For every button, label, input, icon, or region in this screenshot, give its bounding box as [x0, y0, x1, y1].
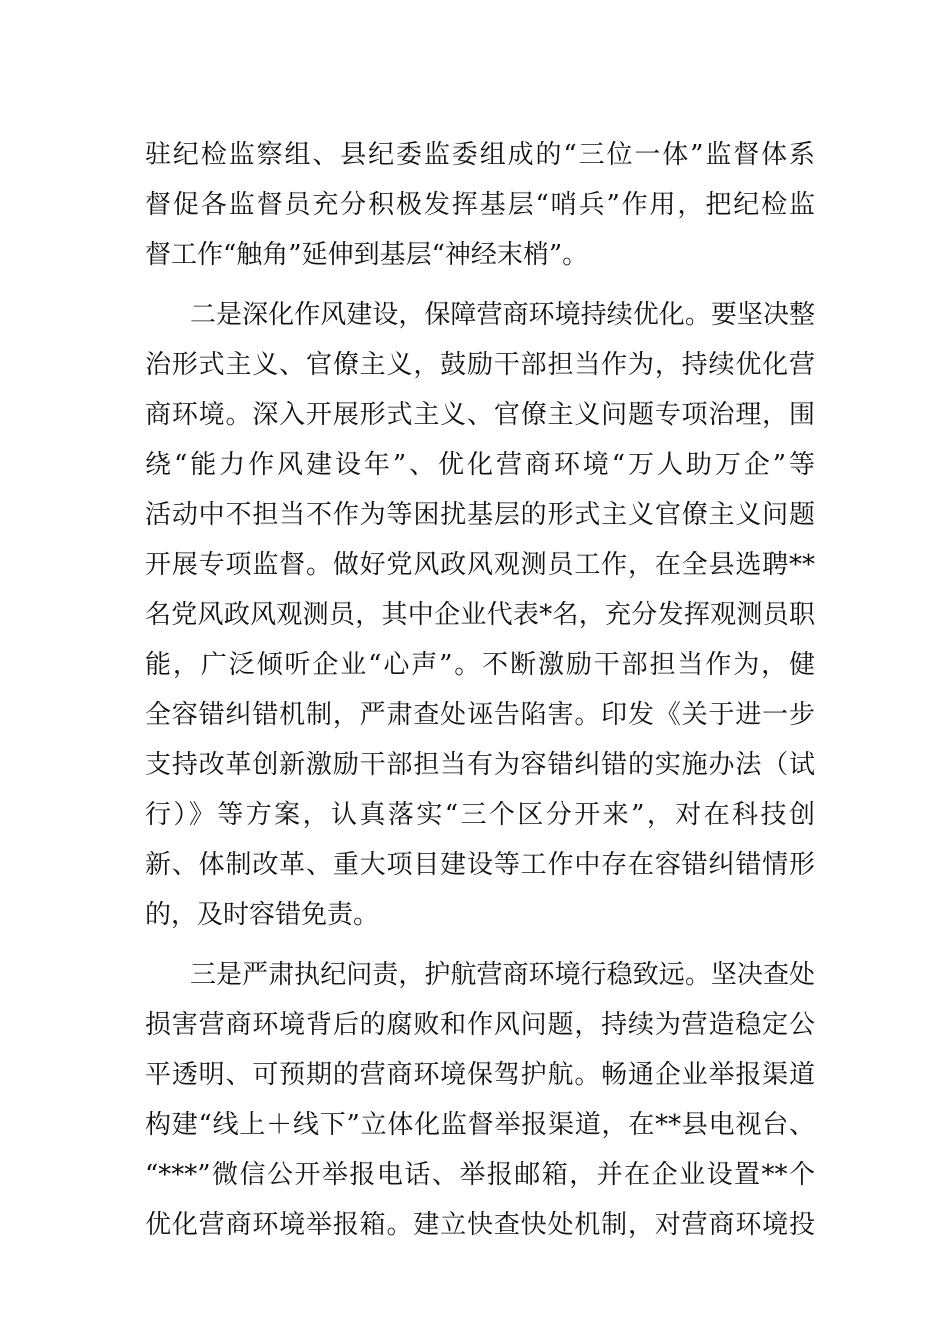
text-line: 活动中不担当不作为等困扰基层的形式主义官僚主义问题 — [145, 500, 815, 530]
text-line: 的，及时容错免责。 — [145, 900, 380, 930]
text-line: 开展专项监督。做好党风政风观测员工作，在全县选聘** — [145, 550, 815, 580]
text-line: 名党风政风观测员，其中企业代表*名，充分发挥观测员职 — [145, 600, 815, 630]
text-line: 绕“能力作风建设年”、优化营商环境“万人助万企”等 — [145, 450, 815, 480]
text-line: 督工作“触角”延伸到基层“神经末梢”。 — [145, 240, 589, 270]
text-line: 驻纪检监察组、县纪委监委组成的“三位一体”监督体系 — [145, 140, 815, 170]
text-line: 治形式主义、官僚主义，鼓励干部担当作为，持续优化营 — [145, 350, 815, 380]
text-line: 新、体制改革、重大项目建设等工作中存在容错纠错情形 — [145, 850, 815, 880]
text-line: 行）》等方案，认真落实“三个区分开来”，对在科技创 — [145, 800, 815, 830]
text-line: 能，广泛倾听企业“心声”。不断激励干部担当作为，健 — [145, 650, 815, 680]
text-line: 优化营商环境举报箱。建立快查快处机制，对营商环境投 — [145, 1210, 815, 1240]
paragraph-heading-line: 三是严肃执纪问责，护航营商环境行稳致远。坚决查处 — [190, 960, 815, 990]
text-line: 损害营商环境背后的腐败和作风问题，持续为营造稳定公 — [145, 1010, 815, 1040]
paragraph-heading-line: 二是深化作风建设，保障营商环境持续优化。要坚决整 — [190, 300, 815, 330]
text-line: 督促各监督员充分积极发挥基层“哨兵”作用，把纪检监 — [145, 190, 815, 220]
text-line: 构建“线上＋线下”立体化监督举报渠道，在**县电视台、 — [145, 1110, 815, 1140]
text-line: 全容错纠错机制，严肃查处诬告陷害。印发《关于进一步 — [145, 700, 815, 730]
text-line: “***”微信公开举报电话、举报邮箱，并在企业设置**个 — [145, 1160, 815, 1190]
text-line: 商环境。深入开展形式主义、官僚主义问题专项治理，围 — [145, 400, 815, 430]
text-line: 支持改革创新激励干部担当有为容错纠错的实施办法（试 — [145, 750, 815, 780]
text-line: 平透明、可预期的营商环境保驾护航。畅通企业举报渠道 — [145, 1060, 815, 1090]
